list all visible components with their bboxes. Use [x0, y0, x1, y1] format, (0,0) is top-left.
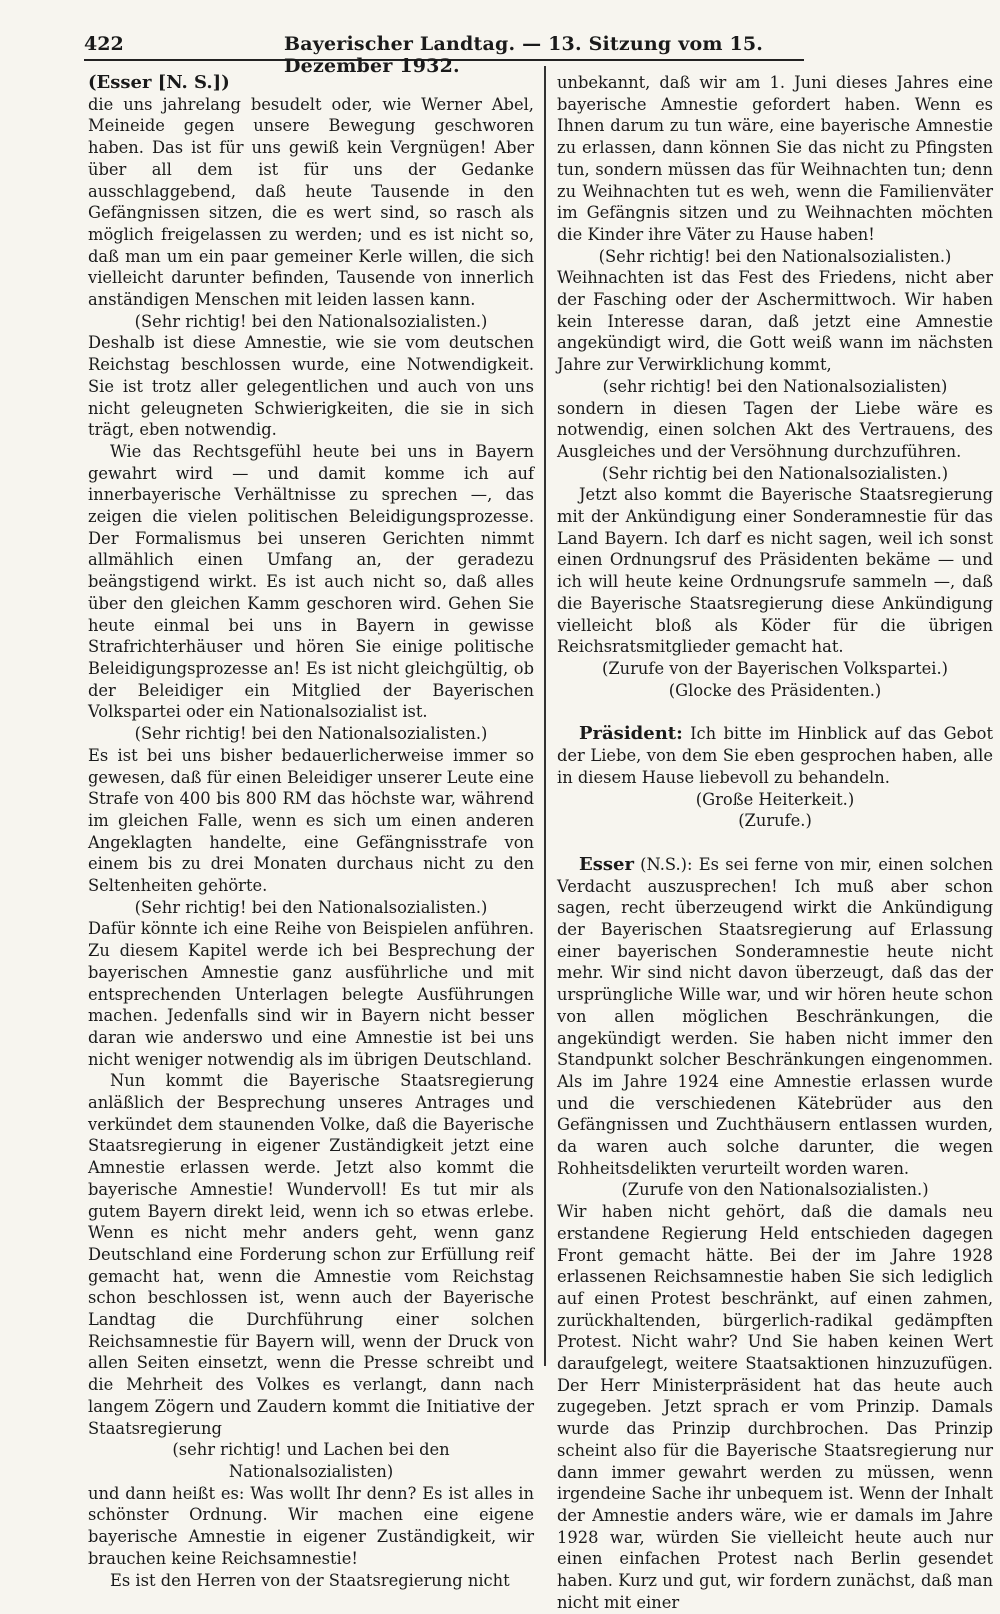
right-column — [557, 72, 993, 1614]
interjection: (Große Heiterkeit.) — [695, 789, 855, 809]
esser-statement — [557, 854, 993, 1180]
interjection: (Zurufe von den Nationalsozialisten.) — [621, 1180, 929, 1200]
spacer — [557, 701, 993, 723]
page-header — [84, 31, 804, 77]
paragraph: Wie das Rechtsgefühl heute bei uns in Bayern gewahrt wird — und damit komme ich auf innerbayerische Verhältnisse zu sprechen —, das zeigen die vielen politischen Beleidigungsprozesse. Der Formalismus bei unseren Gerichten nimmt allmählich einen Umfang an, der geradezu beängstigend wirkt. Es ist auch nicht so, daß alles über den gleichen Kamm geschoren wird. Gehen Sie heute einmal bei uns in Bayern in gewisse Strafrichterhäuser und hören Sie einige politische Beleidigungsprozesse an! Es ist nicht gleichgültig, ob der Beleidiger ein Mitglied der Bayerischen Volkspartei oder ein Nationalsozialist ist. — [88, 441, 534, 722]
paragraph: Nun kommt die Bayerische Staatsregierung anläßlich der Besprechung unseres Antrages und verkündet dem staunenden Volke, daß die Bayerische Staatsregierung in eigener Zuständigkeit jetzt eine Amnestie erlassen werde. Jetzt also kommt die bayerische Amnestie! Wundervoll! Es tut mir als gutem Bayern direkt leid, wenn ich so etwas erlebe. Wenn es nicht mehr anders geht, wenn ganz Deutschland eine Forderung schon zur Erfüllung reif gemacht hat, wenn die Amnestie vom Reichstag schon beschlossen ist, wenn auch der Bayerische Landtag die Durchführung einer solchen Reichsamnestie für Bayern will, wenn der Druck von allen Seiten einsetzt, wenn die Presse schreibt und die Mehrheit des Volkes es verlangt, dann nach langem Zögern und Zaudern kommt die Initiative der Staatsregierung — [88, 1071, 534, 1438]
interjection: (Zurufe.) — [738, 811, 812, 831]
interjection: (Sehr richtig! bei den Nationalsozialisten.) — [134, 897, 488, 917]
paragraph: Es ist bei uns bisher bedauerlicherweise immer so gewesen, daß für einen Beleidiger unserer Leute eine Strafe von 400 bis 800 RM das höchste war, während im gleichen Falle, wenn es sich um einen anderen Angeklagten handelte, eine Gefängnisstrafe von einem bis zu drei Monaten durchaus nicht zu den Seltenheiten gehörte. — [88, 745, 534, 896]
column-divider — [544, 66, 546, 1366]
speaker-heading: (Esser [N. S.]) — [88, 72, 230, 93]
statement-text: Ich bitte im Hinblick auf das Gebot der Liebe, von dem Sie eben gesprochen haben, alle in diesem Hause liebevoll zu behandeln. — [557, 724, 993, 787]
spacer — [557, 832, 993, 854]
paragraph: Wir haben nicht gehört, daß die damals neu erstandene Regierung Held entschieden dagegen Front gemacht hätte. Bei der im Jahre 1928 erlassenen Reichsamnestie haben Sie sich lediglich auf einen Protest beschränkt, auf einen zahmen, zurückhaltenden, bürgerlich-radikal gedämpften Protest. Nicht wahr? Und Sie haben keinen Wert daraufgelegt, weitere Staatsaktionen hinzuzufügen. Der Herr Ministerpräsident hat das heute auch zugegeben. Jetzt sprach er vom Prinzip. Damals wurde das Prinzip durchbrochen. Das Prinzip scheint also für die Bayerische Staatsregierung nur dann immer gewahrt werden zu müssen, wenn irgendeine Sache ihr unbequem ist. Wenn der Inhalt der Amnestie anders wäre, wie er damals im Jahre 1928 war, würden Sie vielleicht heute auch nur einen einfachen Protest nach Berlin gesendet haben. Kurz und gut, wir fordern zunächst, daß man nicht mit einer — [557, 1202, 993, 1612]
paragraph: sondern in diesen Tagen der Liebe wäre es notwendig, einen solchen Akt des Vertrauens, des Ausgleiches und der Versöhnung durchzuführen. — [557, 398, 993, 461]
paragraph: Dafür könnte ich eine Reihe von Beispielen anführen. Zu diesem Kapitel werde ich bei Besprechung der bayerischen Amnestie ganz ausführliche und mit entsprechenden Unterlagen belegte Ausführungen machen. Jedenfalls sind wir in Bayern nicht besser daran wie anderswo und eine Amnestie ist bei uns nicht weniger notwendig als im übrigen Deutschland. — [88, 919, 534, 1069]
paragraph: Es ist den Herren von der Staatsregierung nicht — [110, 1570, 510, 1590]
paragraph: die uns jahrelang besudelt oder, wie Werner Abel, Meineide gegen unsere Bewegung geschworen haben. Das ist für uns gewiß kein Vergnügen! Aber über all dem ist für uns der Gedanke ausschlaggebend, daß heute Tausende in den Gefängnissen sitzen, die es wert sind, so rasch als möglich freigelassen zu werden; und es ist nicht so, daß man um ein paar gemeiner Kerle willen, die sich vielleicht darunter befinden, Tausende von innerlich anständigen Menschen mit leiden lassen kann. — [88, 94, 534, 310]
interjection: (Glocke des Präsidenten.) — [668, 680, 882, 700]
statement-text: (N.S.): Es sei ferne von mir, einen solchen Verdacht auszusprechen! Ich muß aber schon sagen, recht überzeugend wirkt die Ankündigung der Bayerischen Staatsregierung auf Erlassung einer bayerischen Sonderamnestie heute nicht mehr. Wir sind nicht davon überzeugt, daß das der ursprüngliche Wille war, und wir hören heute schon von allen möglichen Beschränkungen, die angekündigt werden. Sie haben nicht immer den Standpunkt solcher Beschränkungen eingenommen. Als im Jahre 1924 eine Amnestie erlassen wurde und die verschiedenen Kätebrüder aus den Gefängnissen und Zuchthäusern entlassen wurden, da waren auch solche darunter, die wegen Rohheitsdelikten verurteilt worden waren. — [557, 854, 993, 1178]
paragraph: Deshalb ist diese Amnestie, wie sie vom deutschen Reichstag beschlossen wurde, eine Notwendigkeit. Sie ist trotz aller gelegentlichen und auch von uns nicht geleugneten Schwierigkeiten, die sie in sich trägt, eben notwendig. — [88, 333, 534, 440]
interjection: (Sehr richtig! bei den Nationalsozialisten.) — [134, 724, 488, 744]
page-number: 422 — [84, 33, 124, 55]
paragraph: Weihnachten ist das Fest des Friedens, nicht aber der Fasching oder der Aschermittwoch. Wir haben kein Interesse daran, daß jetzt eine Amnestie angekündigt wird, die Gott weiß wann im nächsten Jahre zur Verwirklichung kommt, — [557, 268, 993, 375]
paragraph: und dann heißt es: Was wollt Ihr denn? Es ist alles in schönster Ordnung. Wir machen eine eigene bayerische Amnestie in eigener Zuständigkeit, wir brauchen keine Reichsamnestie! — [88, 1483, 534, 1568]
paragraph: unbekannt, daß wir am 1. Juni dieses Jahres eine bayerische Amnestie gefordert haben. Wenn es Ihnen darum zu tun wäre, eine bayerische Amnestie zu erlassen, dann können Sie das nicht zu Pfingsten tun, sondern müssen das für Weihnachten tun; denn zu Weihnachten tut es weh, wenn die Familienväter im Gefängnis sitzen und zu Weihnachten möchten die Kinder ihre Väter zu Hause haben! — [557, 73, 993, 244]
interjection: (Sehr richtig! bei den Nationalsozialisten.) — [598, 246, 952, 266]
left-column — [88, 72, 534, 1591]
president-statement — [557, 723, 993, 788]
running-title: Bayerischer Landtag. — 13. Sitzung vom 15. Dezember 1932. — [284, 33, 764, 77]
interjection: (Sehr richtig bei den Nationalsozialisten.) — [601, 463, 949, 483]
interjection: (Zurufe von der Bayerischen Volkspartei.) — [602, 658, 948, 678]
interjection: (sehr richtig! bei den Nationalsozialisten) — [602, 376, 948, 396]
speaker-name: Präsident: — [579, 723, 683, 745]
interjection: (Sehr richtig! bei den Nationalsozialisten.) — [134, 311, 488, 331]
paragraph: Jetzt also kommt die Bayerische Staatsregierung mit der Ankündigung einer Sonderamnestie für das Land Bayern. Ich darf es nicht sagen, weil ich sonst einen Ordnungsruf des Präsidenten bekäme — und ich will heute keine Ordnungsrufe sammeln —, daß die Bayerische Staatsregierung diese Ankündigung vielleicht bloß als Köder für die übrigen Reichsratsmitglieder gemacht hat. — [557, 485, 993, 657]
speaker-name: Esser — [579, 853, 634, 875]
interjection: (sehr richtig! und Lachen bei den Nationalsozialisten) — [172, 1440, 450, 1481]
